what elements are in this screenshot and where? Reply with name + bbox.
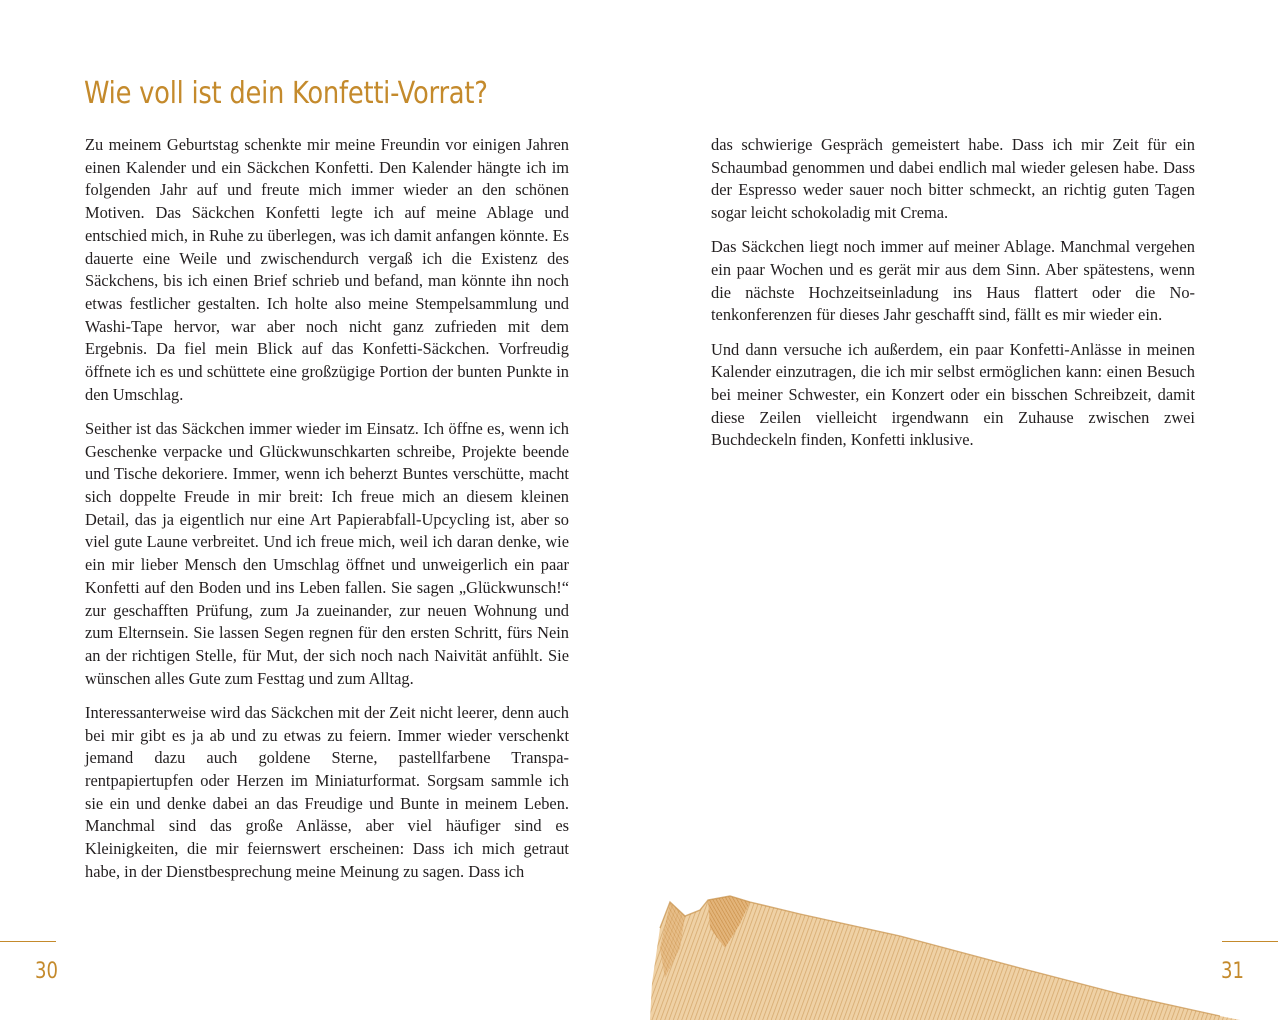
paragraph: Interessanterweise wird das Säckchen mit der Zeit nicht leerer, denn auch bei mir gibt es ja ab und zu etwas zu feiern. Immer wieder verschenkt jemand dazu auch goldene Sterne, pastellfarbene Transparentpapiertupfen oder Herzen im Miniaturformat. Sorgsam sammle ich sie ein und denke dabei an das Freudige und Bunte in meinem Leben. Manchmal sind das große Anlässe, aber viel häufiger sind es Kleinigkeiten, die mir feiernswert erscheinen: Dass ich mich getraut habe, in der Dienstbesprechung meine Meinung zu sagen. Dass ich [85, 702, 569, 881]
mountain-sketch-icon [640, 888, 1240, 1020]
paragraph: Zu meinem Geburtstag schenkte mir meine Freundin vor einigen Jahren einen Kalender und ein Säckchen Konfetti. Den Kalender hängte ich im folgenden Jahr auf und freute mich immer wieder an den schönen Motiven. Das Säckchen Konfetti legte ich auf meine Ablage und entschied mich, in Ruhe zu überlegen, was ich damit anfangen könnte. Es dauerte eine Weile und zwischendurch vergaß ich die Existenz des Säckchens, bis ich einen Brief schrieb und befand, man könnte ihn noch etwas festlicher gestalten. Ich holte also meine Stempelsammlung und Washi-Tape hervor, war aber noch nicht ganz zufrieden mit dem Ergebnis. Da fiel mein Blick auf das Konfetti-Säckchen. Vorfreudig öffnete ich es und schüttete eine großzügige Portion der bunten Punkte in den Umschlag. [85, 135, 569, 404]
paragraph: das schwierige Gespräch gemeistert habe. Dass ich mir Zeit für ein Schaumbad genommen und dabei endlich mal wieder gelesen habe. Dass der Espresso weder sauer noch bitter schmeckt, an richtig guten Tagen sogar leicht schokoladig mit Crema. [711, 135, 1195, 223]
page-number-left: 30 [35, 959, 58, 984]
paragraph: Das Säckchen liegt noch immer auf meiner Ablage. Manchmal vergehen ein paar Wochen und es gerät mir aus dem Sinn. Aber spätestens, wenn die nächste Hochzeitseinladung ins Haus flattert oder die Notenkonferenzen für dieses Jahr geschafft sind, fällt es mir wieder ein. [711, 237, 1195, 325]
right-text-column [711, 134, 1195, 464]
page-number-right: 31 [1221, 959, 1244, 984]
paragraph: Und dann versuche ich außerdem, ein paar Konfetti-Anlässe in meinen Kalender einzutragen, die ich mir selbst ermöglichen kann: einen Besuch bei meiner Schwester, ein Konzert oder ein bisschen Schreibzeit, damit diese Zeilen vielleicht irgendwann ein Zuhause zwischen zwei Buchdeckeln finden, Konfetti inklusive. [711, 339, 1195, 450]
footer-rule-left [0, 941, 56, 942]
left-text-column [85, 134, 569, 895]
chapter-heading: Wie voll ist dein Konfetti-Vorrat? [84, 76, 488, 111]
paragraph: Seither ist das Säckchen immer wieder im Einsatz. Ich öffne es, wenn ich Geschenke verpacke und Glückwunschkarten schreibe, Projekte beende und Tische dekoriere. Immer, wenn ich beherzt Buntes verschütte, macht sich doppelte Freude in mir breit: Ich freue mich an diesem kleinen Detail, das ja eigentlich nur eine Art Papierabfall-Upcycling ist, aber so viel gute Laune verbreitet. Und ich freue mich, weil ich daran denke, wie ein mir lieber Mensch den Umschlag öffnet und unweigerlich ein paar Konfetti auf den Boden und ins Leben fallen. Sie sagen „Glückwunsch!“ zur geschafften Prüfung, zum Ja zueinander, zur neuen Wohnung und zum Elternsein. Sie lassen Segen regnen für den ersten Schritt, fürs Nein an der richtigen Stelle, für Mut, der sich noch nach Naivität anfühlt. Sie wünschen alles Gute zum Festtag und zum Alltag. [85, 418, 569, 688]
